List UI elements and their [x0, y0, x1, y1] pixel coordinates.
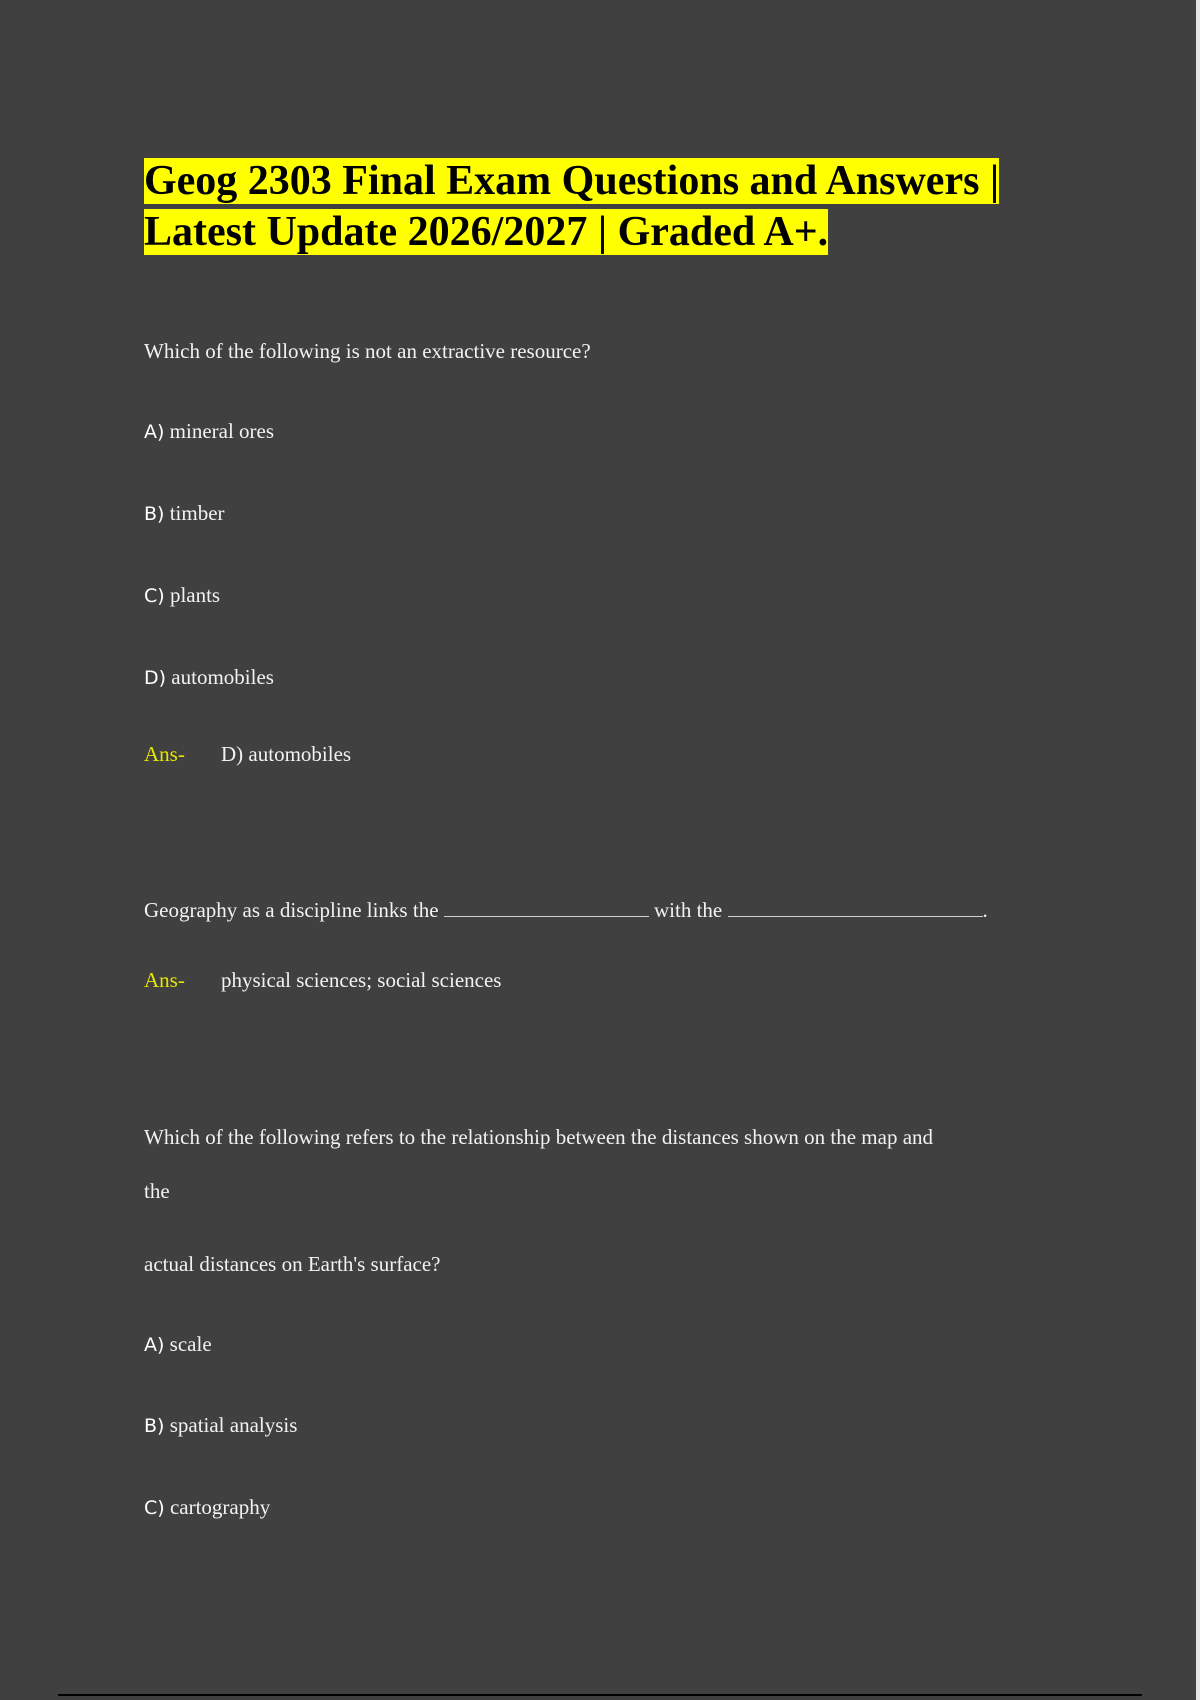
question-3-text-line-3: actual distances on Earth's surface? [144, 1252, 441, 1276]
question-text-end: . [982, 898, 988, 922]
question-1-option-c [144, 582, 220, 609]
question-3-option-a [144, 1331, 212, 1358]
question-1-answer [144, 741, 351, 767]
answer-text: physical sciences; social sciences [221, 968, 502, 992]
question-1-option-b [144, 500, 225, 527]
fill-in-blank [728, 898, 983, 917]
option-letter: A) [144, 421, 165, 443]
question-text-part: with the [654, 898, 723, 922]
question-text-part: Geography as a discipline links the [144, 898, 439, 922]
document-title [144, 156, 1064, 258]
question-2-text [144, 897, 988, 923]
question-3-text-line-1: Which of the following refers to the relationship between the distances shown on the map and [144, 1125, 934, 1149]
answer-text: D) automobiles [221, 742, 352, 766]
option-text: spatial analysis [169, 1413, 298, 1437]
option-text: mineral ores [169, 419, 275, 443]
answer-label: Ans- [144, 742, 185, 766]
title-highlight: Geog 2303 Final Exam Questions and Answers | Latest Update 2026/2027 | Graded A+. [144, 158, 1000, 255]
option-letter: C) [144, 1497, 165, 1519]
question-3-option-c [144, 1494, 270, 1521]
option-letter: D) [144, 667, 167, 689]
question-1-option-a [144, 418, 274, 445]
fill-in-blank [444, 898, 649, 917]
question-3-option-b [144, 1412, 297, 1439]
option-text: plants [169, 583, 221, 607]
option-letter: C) [144, 585, 165, 607]
answer-label: Ans- [144, 968, 185, 992]
option-letter: A) [144, 1334, 165, 1356]
page-bottom-rule [58, 1694, 1142, 1696]
option-letter: B) [144, 1415, 165, 1437]
option-letter: B) [144, 503, 165, 525]
option-text: cartography [169, 1495, 271, 1519]
option-text: scale [169, 1332, 212, 1356]
option-text: timber [169, 501, 225, 525]
question-2-answer [144, 967, 501, 993]
option-text: automobiles [171, 665, 274, 689]
question-1-text: Which of the following is not an extractive resource? [144, 339, 591, 363]
question-1-option-d [144, 664, 274, 691]
question-3-text-line-2: the [144, 1179, 170, 1203]
